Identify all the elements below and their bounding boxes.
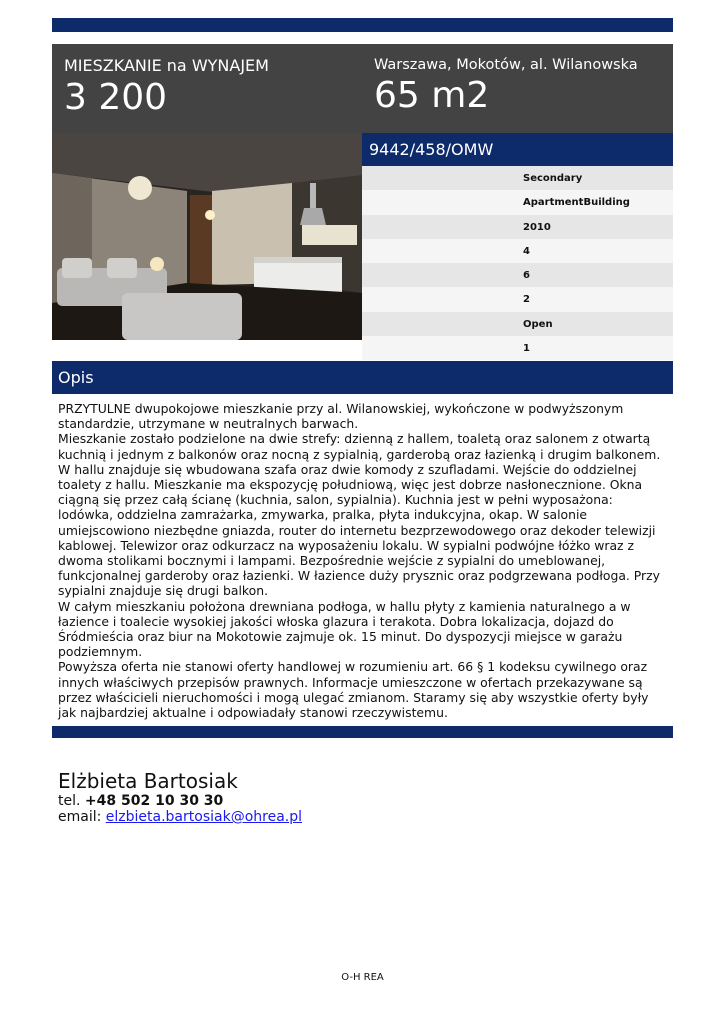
agent-contact: [58, 769, 302, 825]
detail-value: ApartmentBuilding: [523, 197, 630, 209]
description-paragraph: Mieszkanie zostało podzielone na dwie strefy: dzienną z hallem, toaletą oraz salonem z otwartą kuchnią i jednym z balkonów oraz nocną z sypialnią, garderobą oraz łazienką i drugim balkonem.: [58, 431, 661, 462]
detail-row: [362, 215, 673, 239]
agent-email-link[interactable]: elzbieta.bartosiak@ohrea.pl: [105, 809, 302, 825]
detail-value: 4: [523, 245, 530, 257]
apartment-photo: [52, 133, 362, 340]
agent-phone[interactable]: +48 502 10 30 30: [84, 793, 224, 809]
reference-bar: [362, 133, 673, 166]
detail-row: [362, 263, 673, 287]
detail-row: [362, 336, 673, 360]
detail-value: Open: [523, 318, 553, 330]
detail-row: [362, 166, 673, 190]
listing-type: MIESZKANIE na WYNAJEM: [64, 56, 269, 75]
detail-value: 1: [523, 343, 530, 355]
email-label: email:: [58, 809, 102, 825]
listing-area: 65 m2: [374, 75, 490, 116]
detail-row: [362, 312, 673, 336]
detail-row: [362, 190, 673, 214]
detail-value: 6: [523, 270, 530, 282]
bottom-accent-bar: [52, 726, 673, 738]
agent-phone-line: [58, 793, 302, 809]
agent-name: Elżbieta Bartosiak: [58, 769, 238, 793]
reference-number: 9442/458/OMW: [369, 140, 494, 159]
description-paragraph: W całym mieszkaniu położona drewniana podłoga, w hallu płyty z kamienia naturalnego a w łazience i toalecie wysokiej jakości włoska glazura i terakota. Dobra lokalizacja, dojazd do Śródmieścia oraz biur na Mokotowie zajmuje ok. 15 minut. Do dyspozycji miejsce w garażu podziemnym.: [58, 598, 631, 660]
listing-price: 3 200: [64, 77, 168, 118]
footer-brand: O-H REA: [341, 972, 384, 983]
description-paragraph: PRZYTULNE dwupokojowe mieszkanie przy al. Wilanowskiej, wykończone w podwyższonym standardzie, utrzymane w neutralnych barwach.: [58, 401, 624, 432]
description-paragraph: W hallu znajduje się wbudowana szafa oraz dwie komody z szufladami. Wejście do oddzielnej toalety z hallu. Mieszkanie ma ekspozycję południową, więc jest dobrze nasłonecznione. Okna ciągną się przez całą ścianę (kuchnia, salon, sypialnia). Kuchnia jest w pełni wyposażona: lodówka, oddzielna zamrażarka, zmywarka, pralka, płyta indukcyjna, okap. W salonie umiejscowiono niezbędne gniazda, router do internetu bezprzewodowego oraz dekoder telewizji kablowej. Telewizor oraz odkurzacz na wyposażeniu lokalu. W sypialni podwójne łóżko wraz z dwoma stolikami bocznymi i lampami. Bezpośrednie wejście z sypialni do umeblowanej, funkcjonalnej garderoby oraz łazienki. W łazience duży prysznic oraz podgrzewana podłoga. Przy sypialni znajduje się drugi balkon.: [58, 461, 660, 599]
agent-email-line: [58, 809, 302, 825]
detail-value: 2010: [523, 221, 551, 233]
top-accent-bar: [52, 18, 673, 32]
description-text: [58, 401, 670, 720]
description-paragraph: Powyższa oferta nie stanowi oferty handlowej w rozumieniu art. 66 § 1 kodeksu cywilnego oraz innych właściwych przepisów prawnych. Informacje umieszczone w ofertach przekazywane są przez właścicieli nieruchomości i mogą ulegać zmianom. Staramy się aby wszystkie oferty były jak najbardziej aktualne i odpowiadały stanowi rzeczywistemu.: [58, 659, 649, 721]
detail-row: [362, 239, 673, 263]
description-heading-bar: [52, 361, 673, 394]
description-heading: Opis: [58, 368, 94, 387]
detail-row: [362, 287, 673, 311]
listing-location: Warszawa, Mokotów, al. Wilanowska: [374, 57, 638, 73]
detail-value: Secondary: [523, 173, 583, 184]
listing-header: [52, 44, 673, 133]
details-table: [362, 166, 673, 360]
phone-label: tel.: [58, 793, 81, 809]
detail-value: 2: [523, 294, 530, 306]
